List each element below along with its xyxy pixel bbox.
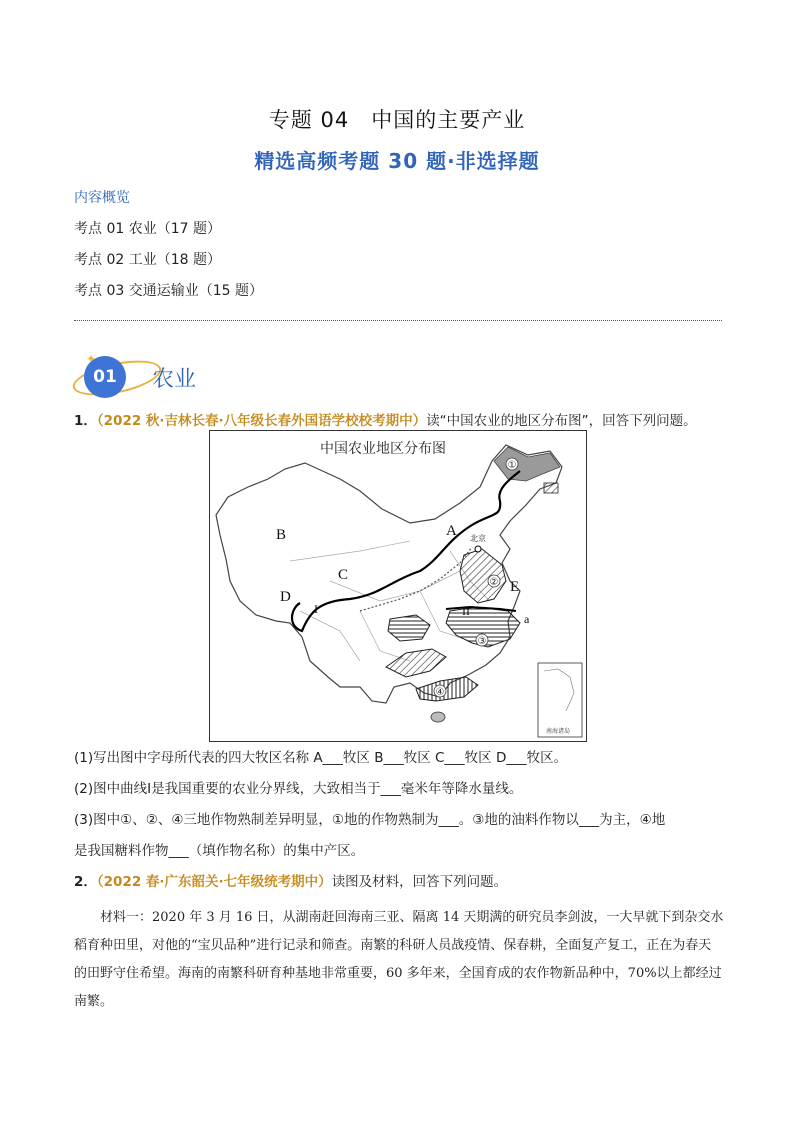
question-2-material: 材料一：2020 年 3 月 16 日，从湖南赶回海南三亚、隔离 14 天期满的研究员李剑波，一大早就下到杂交水稻育种田里，对他的“宝贝品种”进行记录和筛查。南繁的科研人员战疫情、保春耕，全面复产复工，正在为春天的田野守住希望。海南的南繁科研育种基地非常重要，60 多年来，全国育成的农作物新品种中，70%以上都经过南繁。 [74,910,724,1009]
south-sea-inset [538,663,582,737]
inset-label: 南海诸岛 [546,728,571,735]
label-a: a [524,612,530,626]
hainan-island [431,712,445,722]
label-C: C [338,567,349,583]
section-title: 农业 [152,367,197,392]
label-4: ④ [435,687,445,698]
section-badge: 01 [84,356,126,398]
label-A: A [446,523,457,539]
topic-item: 考点 01 农业（17 题） [74,221,221,237]
map-title: 中国农业地区分布图 [320,442,446,457]
label-B: B [276,527,287,543]
topic-item: 考点 02 工业（18 题） [74,252,221,268]
topic-item: 考点 03 交通运输业（15 题） [74,283,263,299]
question-1-sub-1: (1)写出图中字母所代表的四大牧区名称 A___牧区 B___牧区 C___牧区 D___牧区。 [74,750,568,766]
star-icon: ✦ [86,352,97,366]
label-D: D [280,589,291,605]
question-1-stem [74,411,724,431]
question-number: 2． [74,874,97,890]
page-subtitle: 精选高频考题 30 题·非选择题 [254,149,540,173]
question-1-sub-3: (3)图中①、②、④三地作物熟制差异明显，①地的作物熟制为___。③地的油料作物以___为主，④地 [74,812,666,828]
region-ne-hatched [544,483,558,493]
question-1-sub-3-cont: 是我国糖料作物___（填作物名称）的集中产区。 [74,843,365,859]
label-E: E [510,579,520,595]
label-1: ① [507,460,517,471]
question-1-sub-2: (2)图中曲线Ⅰ是我国重要的农业分界线，大致相当于___毫米年等降水量线。 [74,781,523,797]
question-intro: 读图及材料，回答下列问题。 [331,874,508,890]
page-title: 专题 04 中国的主要产业 [268,108,526,132]
overview-heading: 内容概览 [74,190,130,206]
question-number: 1． [74,413,97,429]
label-3: ③ [477,636,487,647]
beijing-marker [475,546,481,552]
question-source: （2022 秋·吉林长春·八年级长春外国语学校校考期中） [96,413,427,429]
question-intro: 读“中国农业的地区分布图”，回答下列问题。 [426,413,697,429]
question-2-stem [74,872,724,892]
label-II: II [462,604,470,618]
china-agriculture-map [209,430,587,742]
dotted-divider [74,320,722,321]
question-source: （2022 春·广东韶关·七年级统考期中） [96,874,332,890]
beijing-label: 北京 [470,534,486,543]
label-2: ② [489,577,499,588]
label-I: I [314,602,318,616]
